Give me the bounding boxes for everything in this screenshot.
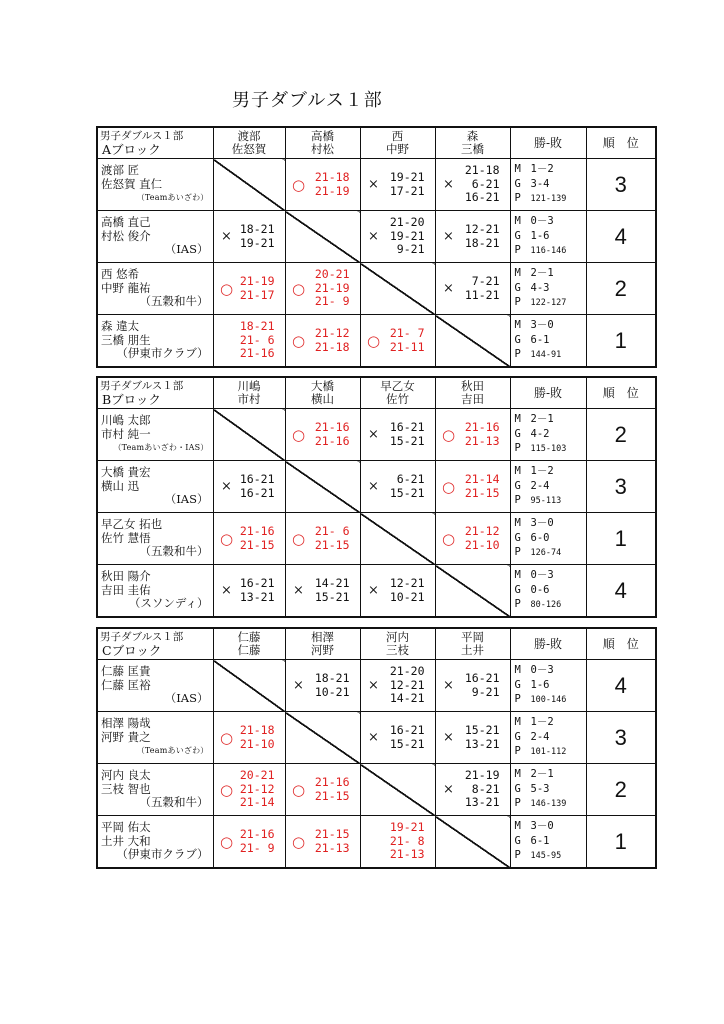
win-loss-cell: M 0－3 G 1-6 P 116-146	[510, 211, 586, 263]
table-row	[97, 461, 656, 513]
win-mark: ○	[219, 279, 234, 298]
match-result-cell	[435, 263, 510, 315]
opponent-name-1: 森	[466, 129, 479, 143]
game-scores: 15-21 13-21	[464, 723, 500, 751]
game-record: 4-3	[530, 281, 550, 294]
match-result-cell	[285, 816, 360, 869]
game-record: 2-4	[530, 730, 550, 743]
point-record: 80-126	[530, 600, 562, 611]
rank-value: 4	[586, 211, 656, 263]
match-result-cell	[360, 565, 435, 618]
table-row	[97, 263, 656, 315]
table-row	[97, 660, 656, 712]
results-table	[96, 126, 657, 368]
club-name: （IAS）	[164, 691, 209, 706]
win-mark: ○	[291, 279, 306, 298]
table-row	[97, 764, 656, 816]
game-scores: 18-21 21- 6 21-16	[239, 319, 275, 361]
opponent-column-header	[435, 127, 510, 159]
rank-value: 1	[586, 315, 656, 368]
match-result-cell	[435, 409, 510, 461]
game-record: 6-0	[530, 531, 550, 544]
block-a	[96, 126, 655, 368]
match-record: 0－3	[530, 664, 554, 677]
win-mark: ○	[441, 477, 456, 496]
rank-value: 1	[586, 513, 656, 565]
rank-header: 順 位	[586, 127, 656, 159]
opponent-column-header	[285, 127, 360, 159]
match-result-cell	[213, 263, 285, 315]
player-name: 相澤 陽哉	[101, 716, 151, 731]
game-scores: 21-19 21-17	[239, 274, 275, 302]
match-result-cell	[435, 764, 510, 816]
block-header-corner	[97, 628, 213, 660]
self-match-cell	[360, 764, 435, 816]
game-scores: 21-12 21-10	[464, 524, 500, 552]
table-row	[97, 816, 656, 869]
game-scores: 21-18 21-19	[314, 170, 350, 198]
game-record: 6-1	[530, 834, 550, 847]
game-record: 5-3	[530, 782, 550, 795]
match-result-cell	[360, 816, 435, 869]
match-record: 1－2	[530, 716, 554, 729]
rank-header: 順 位	[586, 628, 656, 660]
player-name: 河内 良太	[101, 768, 151, 783]
win-loss-cell: M 2－1 G 5-3 P 146-139	[510, 764, 586, 816]
pair-cell	[97, 565, 213, 618]
pair-cell	[97, 764, 213, 816]
rank-value: 2	[586, 409, 656, 461]
opponent-column-header	[213, 628, 285, 660]
game-scores: 21-16 21-16	[314, 420, 350, 448]
match-result-cell	[435, 712, 510, 764]
self-match-cell	[285, 461, 360, 513]
match-record: 3－0	[530, 820, 554, 833]
player-name: 森 違太	[101, 319, 140, 334]
club-name: （スソンディ）	[128, 596, 209, 611]
results-table	[96, 627, 657, 869]
win-loss-header: 勝-敗	[510, 377, 586, 409]
win-loss-cell: M 1－2 G 3-4 P 121-139	[510, 159, 586, 211]
match-record: 3－0	[530, 517, 554, 530]
game-scores: 21- 7 21-11	[389, 326, 425, 354]
player-name: 三枝 智也	[101, 781, 151, 796]
game-scores: 7-21 11-21	[464, 274, 500, 302]
opponent-column-header	[213, 127, 285, 159]
player-name: 渡部 匠	[101, 163, 140, 178]
win-mark: ○	[291, 425, 306, 444]
club-name: （伊東市クラブ）	[116, 847, 209, 862]
match-result-cell	[213, 315, 285, 368]
game-scores: 18-21 19-21	[239, 222, 275, 250]
table-row	[97, 409, 656, 461]
match-record: 2－1	[530, 267, 554, 280]
club-name: （Teamあいざわ・IAS）	[113, 443, 209, 453]
game-scores: 16-21 15-21	[389, 420, 425, 448]
results-table	[96, 376, 657, 618]
match-result-cell	[360, 211, 435, 263]
match-record: 0－3	[530, 215, 554, 228]
player-name: 秋田 陽介	[101, 569, 151, 584]
game-scores: 12-21 18-21	[464, 222, 500, 250]
loss-mark: ×	[368, 678, 379, 693]
loss-mark: ×	[443, 730, 454, 745]
block-label: Bブロック	[102, 392, 161, 407]
match-result-cell	[360, 409, 435, 461]
player-name: 佐怒賀 直仁	[101, 176, 163, 191]
game-record: 4-2	[530, 427, 550, 440]
rank-value: 3	[586, 159, 656, 211]
loss-mark: ×	[443, 281, 454, 296]
game-scores: 20-21 21-19 21- 9	[314, 267, 350, 309]
loss-mark: ×	[368, 177, 379, 192]
match-record: 1－2	[530, 465, 554, 478]
block-label: Cブロック	[102, 643, 162, 658]
pair-cell	[97, 816, 213, 869]
block-label: Aブロック	[102, 142, 161, 157]
pair-cell	[97, 712, 213, 764]
block-c	[96, 627, 655, 869]
game-record: 0-6	[530, 583, 550, 596]
opponent-name-2: 中野	[386, 142, 409, 156]
opponent-name-1: 相澤	[311, 630, 334, 644]
player-name: 高橋 直己	[101, 215, 151, 230]
opponent-column-header	[435, 628, 510, 660]
match-record: 3－0	[530, 319, 554, 332]
opponent-name-2: 吉田	[461, 392, 484, 406]
division-label: 男子ダブルス１部	[100, 380, 184, 392]
loss-mark: ×	[221, 479, 232, 494]
game-scores: 21-18 21-10	[239, 723, 275, 751]
win-mark: ○	[219, 529, 234, 548]
opponent-name-1: 仁藤	[237, 630, 261, 644]
match-result-cell	[435, 660, 510, 712]
win-mark: ○	[219, 832, 234, 851]
win-mark: ○	[291, 832, 306, 851]
match-result-cell	[285, 159, 360, 211]
game-scores: 16-21 15-21	[389, 723, 425, 751]
game-record: 1-6	[530, 678, 550, 691]
match-result-cell	[360, 712, 435, 764]
player-name: 早乙女 拓也	[101, 517, 163, 532]
point-record: 116-146	[530, 246, 567, 257]
win-loss-cell: M 1－2 G 2-4 P 101-112	[510, 712, 586, 764]
self-match-cell	[213, 409, 285, 461]
rank-value: 2	[586, 764, 656, 816]
opponent-column-header	[360, 377, 435, 409]
opponent-name-1: 渡部	[237, 129, 261, 143]
opponent-name-1: 平岡	[461, 630, 484, 644]
match-result-cell	[285, 315, 360, 368]
loss-mark: ×	[368, 229, 379, 244]
page-title: 男子ダブルス１部	[232, 90, 383, 111]
opponent-name-2: 仁藤	[237, 643, 261, 657]
player-name: 川嶋 太郎	[101, 413, 151, 428]
loss-mark: ×	[443, 782, 454, 797]
block-b	[96, 376, 655, 618]
player-name: 仁藤 匡貴	[101, 664, 151, 679]
division-label: 男子ダブルス１部	[100, 130, 184, 142]
block-header-corner	[97, 377, 213, 409]
opponent-name-1: 秋田	[461, 379, 484, 393]
player-name: 中野 龍祐	[101, 280, 151, 295]
opponent-name-2: 佐竹	[386, 392, 409, 406]
block-header-corner	[97, 127, 213, 159]
point-record: 145-95	[530, 851, 562, 862]
club-name: （五穀和牛）	[139, 294, 209, 309]
rank-value: 3	[586, 712, 656, 764]
game-record: 3-4	[530, 177, 550, 190]
match-result-cell	[360, 159, 435, 211]
table-row	[97, 565, 656, 618]
club-name: （伊東市クラブ）	[116, 346, 209, 361]
game-scores: 16-21 9-21	[464, 671, 500, 699]
match-result-cell	[285, 565, 360, 618]
point-record: 126-74	[530, 548, 562, 559]
point-record: 144-91	[530, 350, 562, 361]
division-label: 男子ダブルス１部	[100, 631, 184, 643]
game-scores: 21-19 8-21 13-21	[464, 768, 500, 810]
win-loss-cell: M 3－0 G 6-0 P 126-74	[510, 513, 586, 565]
game-scores: 18-21 10-21	[314, 671, 350, 699]
game-scores: 12-21 10-21	[389, 576, 425, 604]
loss-mark: ×	[443, 678, 454, 693]
pair-cell	[97, 315, 213, 368]
pair-cell	[97, 461, 213, 513]
match-result-cell	[435, 513, 510, 565]
match-result-cell	[285, 764, 360, 816]
game-scores: 21-16 21-15	[239, 524, 275, 552]
game-scores: 14-21 15-21	[314, 576, 350, 604]
table-row	[97, 159, 656, 211]
opponent-name-1: 早乙女	[380, 379, 415, 393]
player-name: 三橋 朋生	[101, 332, 151, 347]
rank-value: 4	[586, 565, 656, 618]
pair-cell	[97, 263, 213, 315]
match-result-cell	[360, 461, 435, 513]
point-record: 121-139	[530, 194, 567, 205]
opponent-name-2: 三橋	[461, 142, 484, 156]
loss-mark: ×	[293, 678, 304, 693]
opponent-column-header	[435, 377, 510, 409]
win-loss-cell: M 0－3 G 1-6 P 100-146	[510, 660, 586, 712]
match-record: 2－1	[530, 768, 554, 781]
game-record: 2-4	[530, 479, 550, 492]
match-record: 1－2	[530, 163, 554, 176]
table-row	[97, 211, 656, 263]
table-row	[97, 513, 656, 565]
match-result-cell	[213, 764, 285, 816]
self-match-cell	[360, 263, 435, 315]
point-record: 122-127	[530, 298, 567, 309]
win-loss-cell: M 3－0 G 6-1 P 144-91	[510, 315, 586, 368]
point-record: 101-112	[530, 747, 567, 758]
point-record: 146-139	[530, 799, 567, 810]
pair-cell	[97, 660, 213, 712]
rank-value: 2	[586, 263, 656, 315]
match-result-cell	[213, 513, 285, 565]
game-scores: 19-21 21- 8 21-13	[389, 820, 425, 862]
game-scores: 21-20 12-21 14-21	[389, 664, 425, 706]
pair-cell	[97, 211, 213, 263]
loss-mark: ×	[443, 229, 454, 244]
match-result-cell	[213, 461, 285, 513]
table-row	[97, 315, 656, 368]
loss-mark: ×	[293, 583, 304, 598]
win-loss-header: 勝-敗	[510, 127, 586, 159]
pair-cell	[97, 513, 213, 565]
opponent-name-1: 高橋	[311, 129, 334, 143]
opponent-name-2: 村松	[311, 142, 334, 156]
player-name: 吉田 圭佑	[101, 582, 151, 597]
game-scores: 21-18 6-21 16-21	[464, 163, 500, 205]
match-result-cell	[213, 211, 285, 263]
game-scores: 21- 6 21-15	[314, 524, 350, 552]
match-result-cell	[435, 461, 510, 513]
game-scores: 21-16 21- 9	[239, 827, 275, 855]
win-loss-cell: M 1－2 G 2-4 P 95-113	[510, 461, 586, 513]
club-name: （Teamあいざわ）	[136, 746, 209, 756]
opponent-name-2: 市村	[237, 392, 261, 406]
rank-value: 4	[586, 660, 656, 712]
game-scores: 21-14 21-15	[464, 472, 500, 500]
point-record: 115-103	[530, 444, 567, 455]
self-match-cell	[213, 660, 285, 712]
self-match-cell	[435, 315, 510, 368]
loss-mark: ×	[221, 229, 232, 244]
rank-header: 順 位	[586, 377, 656, 409]
player-name: 村松 俊介	[101, 228, 151, 243]
win-mark: ○	[219, 780, 234, 799]
club-name: （IAS）	[164, 492, 209, 507]
match-result-cell	[285, 409, 360, 461]
win-mark: ○	[219, 728, 234, 747]
win-loss-header: 勝-敗	[510, 628, 586, 660]
match-result-cell	[285, 513, 360, 565]
self-match-cell	[435, 816, 510, 869]
point-record: 100-146	[530, 695, 567, 706]
win-mark: ○	[291, 780, 306, 799]
win-mark: ○	[291, 175, 306, 194]
player-name: 大橋 貴宏	[101, 465, 151, 480]
match-result-cell	[213, 712, 285, 764]
match-result-cell	[213, 565, 285, 618]
loss-mark: ×	[221, 583, 232, 598]
club-name: （五穀和牛）	[139, 795, 209, 810]
self-match-cell	[360, 513, 435, 565]
game-record: 1-6	[530, 229, 550, 242]
game-scores: 19-21 17-21	[389, 170, 425, 198]
win-mark: ○	[291, 331, 306, 350]
match-record: 0－3	[530, 569, 554, 582]
game-scores: 20-21 21-12 21-14	[239, 768, 275, 810]
win-mark: ○	[366, 331, 381, 350]
club-name: （Teamあいざわ）	[136, 193, 209, 203]
loss-mark: ×	[443, 177, 454, 192]
player-name: 西 悠希	[101, 267, 140, 282]
player-name: 平岡 佑太	[101, 820, 151, 835]
club-name: （五穀和牛）	[139, 544, 209, 559]
table-row	[97, 712, 656, 764]
opponent-name-2: 河野	[311, 643, 334, 657]
match-record: 2－1	[530, 413, 554, 426]
opponent-name-2: 佐怒賀	[231, 142, 267, 156]
match-result-cell	[285, 660, 360, 712]
player-name: 土井 大和	[101, 833, 151, 848]
opponent-name-1: 西	[391, 129, 404, 143]
loss-mark: ×	[368, 479, 379, 494]
loss-mark: ×	[368, 583, 379, 598]
game-scores: 16-21 16-21	[239, 472, 275, 500]
game-scores: 21-12 21-18	[314, 326, 350, 354]
game-scores: 16-21 13-21	[239, 576, 275, 604]
opponent-column-header	[285, 628, 360, 660]
player-name: 仁藤 匡裕	[101, 677, 151, 692]
opponent-name-2: 土井	[461, 643, 484, 657]
game-scores: 21-20 19-21 9-21	[389, 215, 425, 257]
match-result-cell	[435, 211, 510, 263]
loss-mark: ×	[368, 730, 379, 745]
rank-value: 3	[586, 461, 656, 513]
opponent-name-2: 横山	[311, 392, 334, 406]
rank-value: 1	[586, 816, 656, 869]
game-record: 6-1	[530, 333, 550, 346]
player-name: 横山 迅	[101, 478, 140, 493]
win-loss-cell: M 2－1 G 4-2 P 115-103	[510, 409, 586, 461]
win-loss-cell: M 2－1 G 4-3 P 122-127	[510, 263, 586, 315]
player-name: 市村 純一	[101, 426, 151, 441]
game-scores: 21-16 21-13	[464, 420, 500, 448]
player-name: 佐竹 慧悟	[101, 530, 151, 545]
pair-cell	[97, 159, 213, 211]
point-record: 95-113	[530, 496, 562, 507]
opponent-name-1: 川嶋	[237, 379, 261, 393]
match-result-cell	[213, 816, 285, 869]
opponent-column-header	[213, 377, 285, 409]
game-scores: 21-16 21-15	[314, 775, 350, 803]
win-mark: ○	[441, 529, 456, 548]
player-name: 河野 貴之	[101, 729, 151, 744]
self-match-cell	[435, 565, 510, 618]
opponent-name-1: 河内	[386, 630, 409, 644]
match-result-cell	[360, 660, 435, 712]
self-match-cell	[285, 712, 360, 764]
opponent-name-2: 三枝	[386, 643, 409, 657]
loss-mark: ×	[368, 427, 379, 442]
opponent-column-header	[360, 628, 435, 660]
opponent-name-1: 大橋	[311, 379, 334, 393]
win-loss-cell: M 0－3 G 0-6 P 80-126	[510, 565, 586, 618]
match-result-cell	[285, 263, 360, 315]
game-scores: 21-15 21-13	[314, 827, 350, 855]
opponent-column-header	[285, 377, 360, 409]
win-mark: ○	[441, 425, 456, 444]
self-match-cell	[285, 211, 360, 263]
win-mark: ○	[291, 529, 306, 548]
club-name: （IAS）	[164, 242, 209, 257]
match-result-cell	[360, 315, 435, 368]
win-loss-cell: M 3－0 G 6-1 P 145-95	[510, 816, 586, 869]
pair-cell	[97, 409, 213, 461]
match-result-cell	[435, 159, 510, 211]
opponent-column-header	[360, 127, 435, 159]
self-match-cell	[213, 159, 285, 211]
game-scores: 6-21 15-21	[389, 472, 425, 500]
